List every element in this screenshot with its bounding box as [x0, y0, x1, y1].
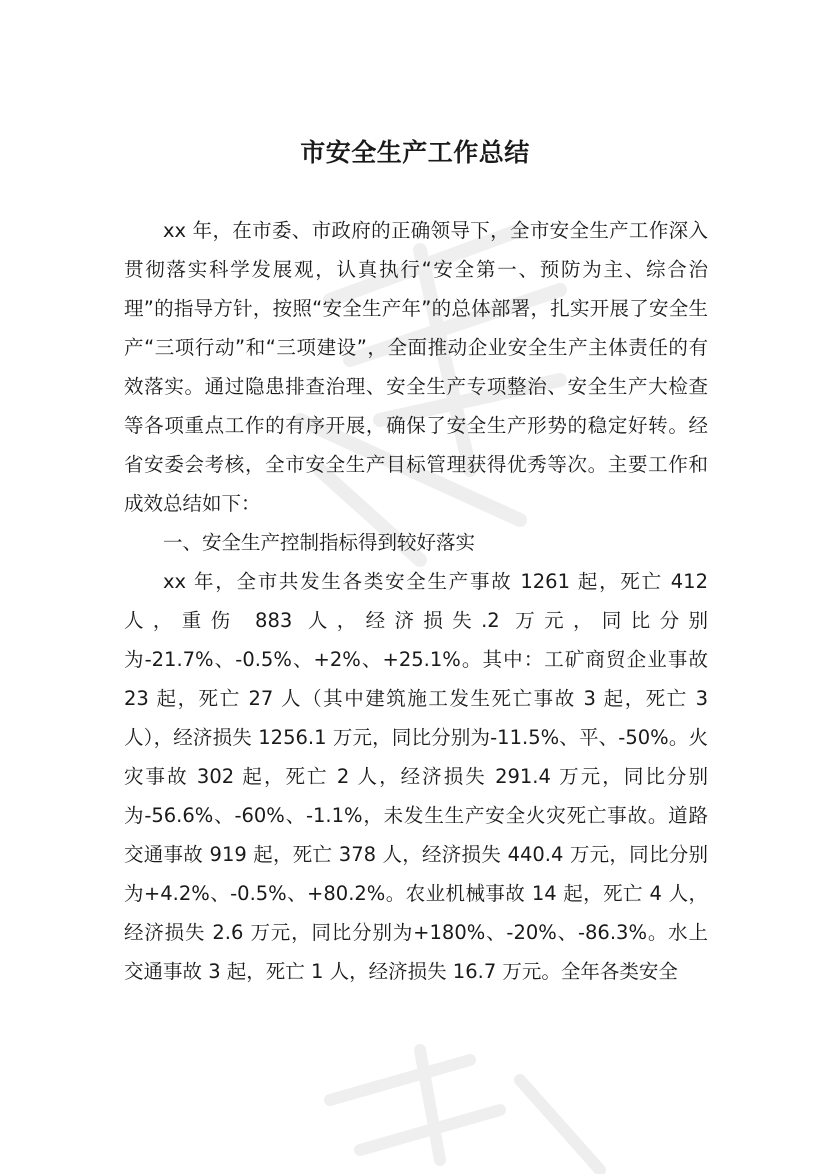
section-heading-1: 一、安全生产控制指标得到较好落实 — [163, 531, 476, 554]
document-title: 市安全生产工作总结 — [300, 137, 530, 167]
section-1-paragraph: xx 年，全市共发生各类安全生产事故 1261 起，死亡 412 人，重伤 883 人，经济损失.2 万元，同比分别为-21.7%、-0.5%、+2%、+25.1%。其中：工矿商贸企业事故 23 起，死亡 27 人（其中建筑施工发生死亡事故 3 起，死亡 3 人），经济损失 1256.1 万元，同比分别为-11.5%、平、-50%。火灾事故 302 起，死亡 2 人，经济损失 291.4 万元，同比分别为-56.6%、-60%、-1.1%，未发生生产安全火灾死亡事故。道路交通事故 919 起，死亡 378 人，经济损失 440.4 万元，同比分别为+4.2%、-0.5%、+80.2%。农业机械事故 14 起，死亡 4 人，经济损失 2.6 万元，同比分别为+180%、-20%、-86.3%。水上交通事故 3 起，死亡 1 人，经济损失 16.7 万元。全年各类安全 — [124, 570, 708, 983]
document-body — [124, 211, 708, 991]
intro-paragraph: xx 年，在市委、市政府的正确领导下，全市安全生产工作深入贯彻落实科学发展观，认真执行“安全第一、预防为主、综合治理”的指导方针，按照“安全生产年”的总体部署，扎实开展了安全生产“三项行动”和“三项建设”，全面推动企业安全生产主体责任的有效落实。通过隐患排查治理、安全生产专项整治、安全生产大检查等各项重点工作的有序开展，确保了安全生产形势的稳定好转。经省安委会考核，全市安全生产目标管理获得优秀等次。主要工作和成效总结如下： — [124, 219, 708, 515]
